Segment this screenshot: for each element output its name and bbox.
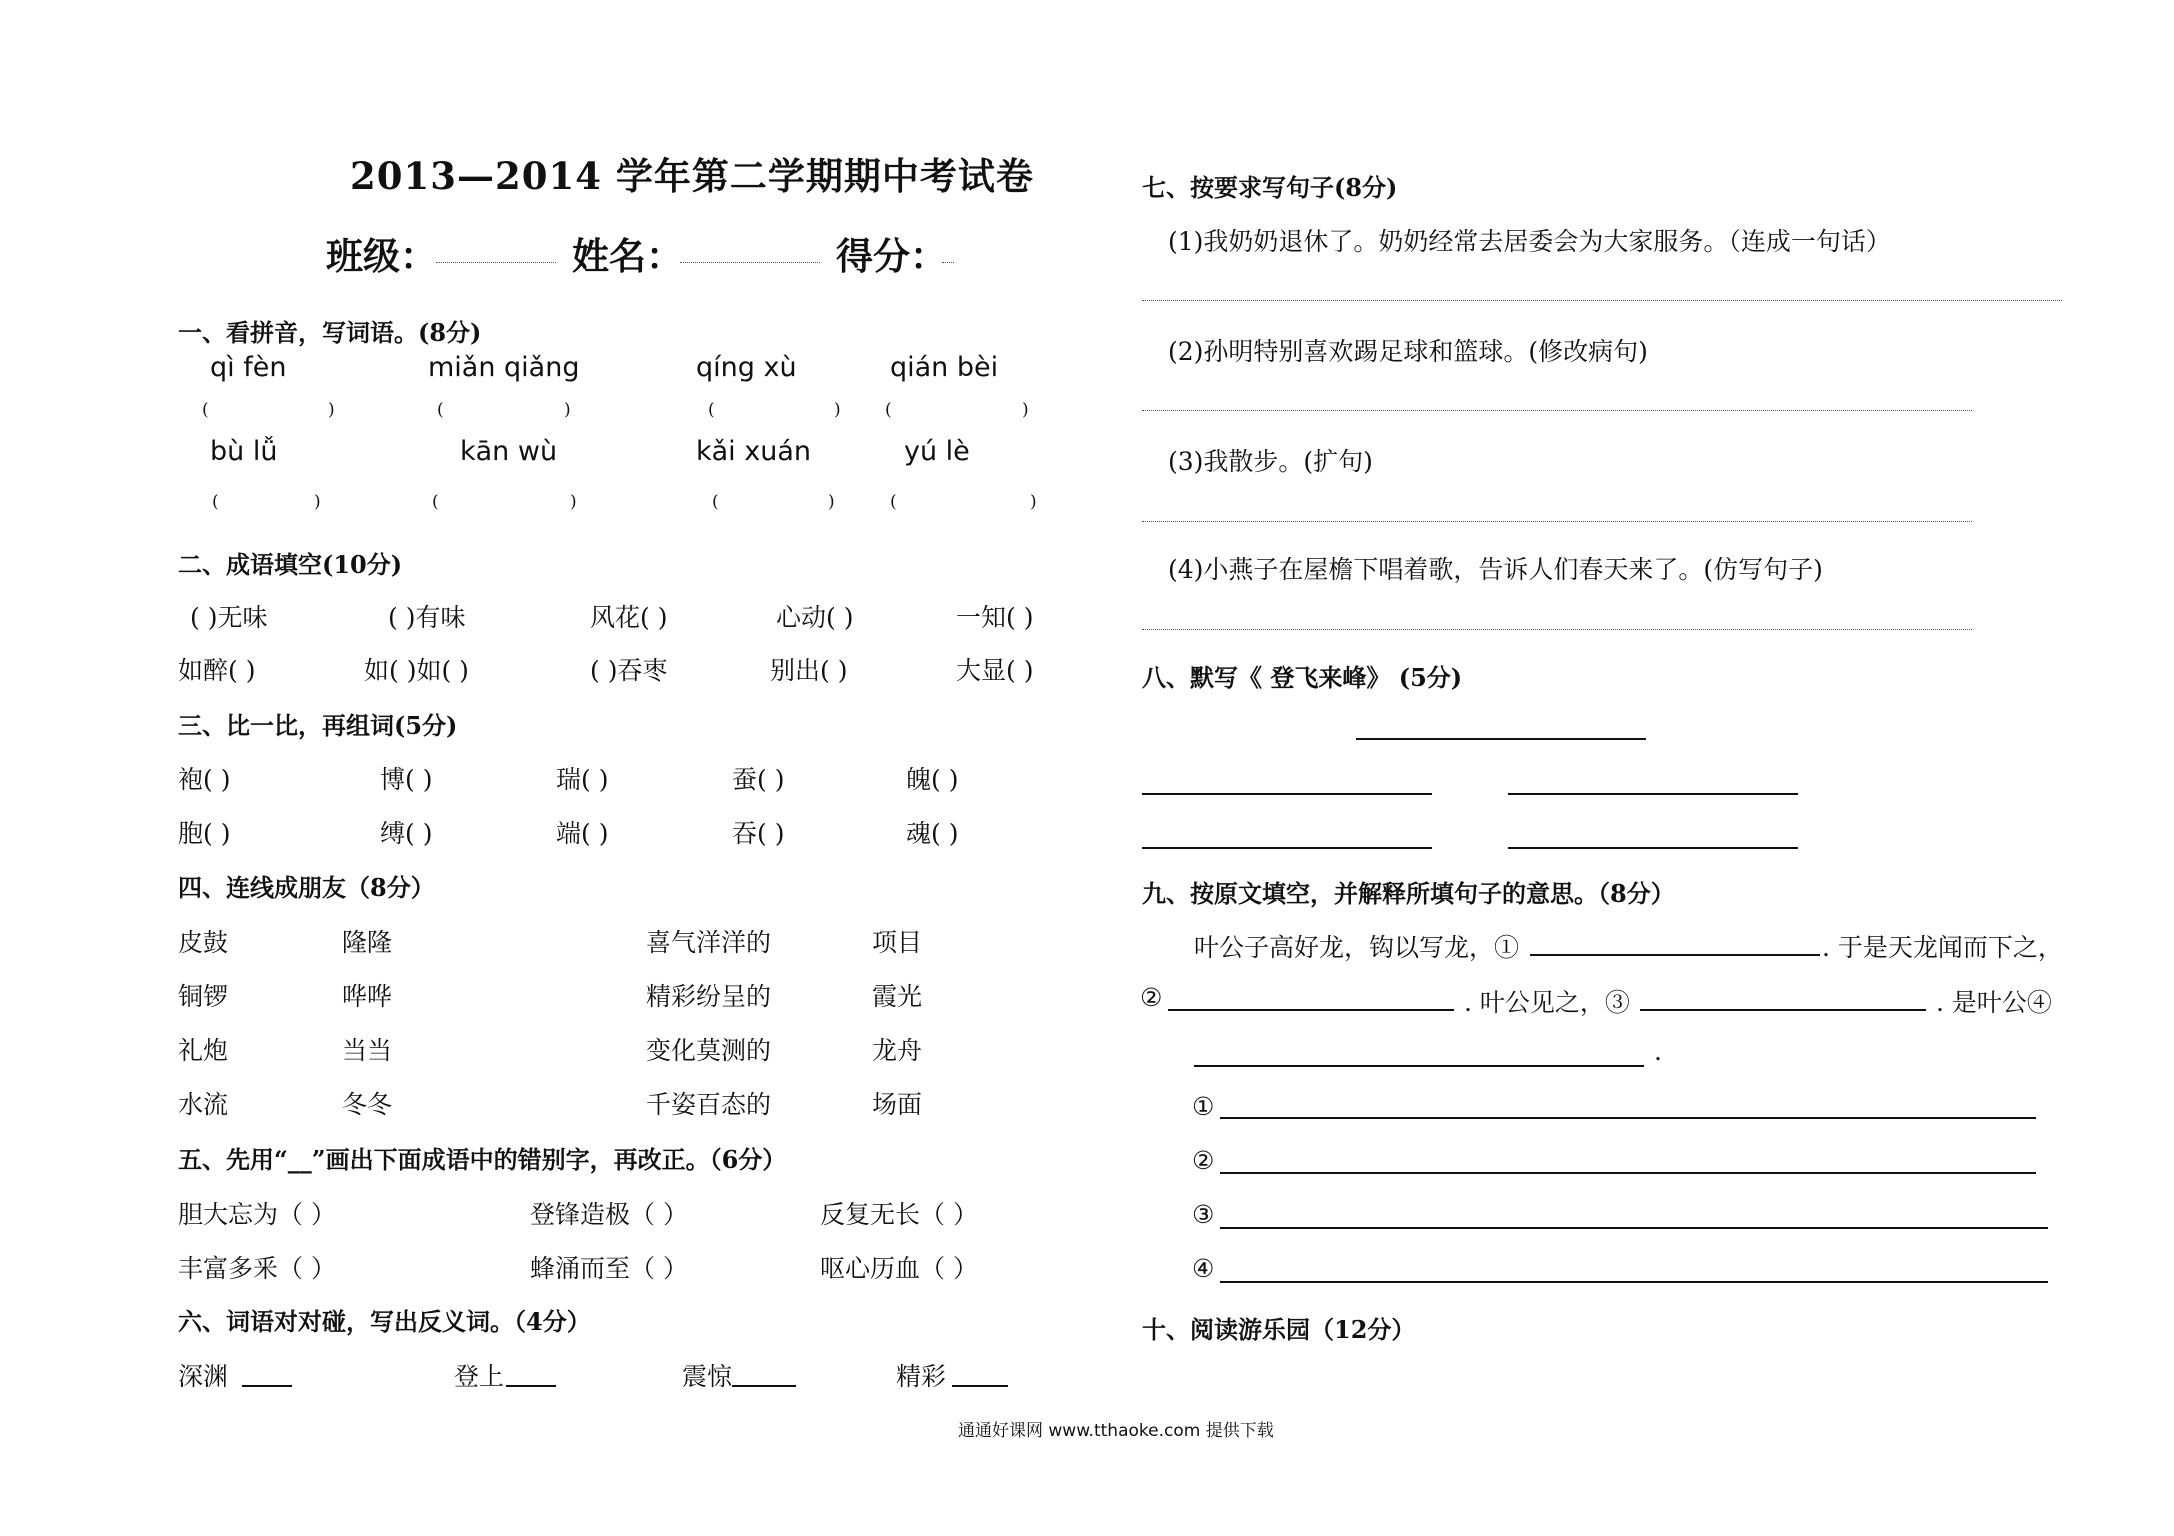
poem-title-line[interactable] [1356, 738, 1646, 740]
sentence-question: (1)我奶奶退休了。奶奶经常去居委会为大家服务。（连成一句话） [1168, 227, 1891, 256]
match-item: 龙舟 [872, 1036, 923, 1065]
antonym-item: 登上 [454, 1362, 505, 1391]
idiom-item: 一知( ) [956, 603, 1034, 632]
match-item: 哗哗 [342, 982, 393, 1011]
pinyin-item: kān wù [460, 436, 558, 467]
answer-paren-open: ( [890, 492, 897, 512]
compare-item: 魄( ) [906, 765, 959, 794]
sentence-question: (4)小燕子在屋檐下唱着歌，告诉人们春天来了。(仿写句子) [1168, 555, 1823, 584]
class-blank[interactable] [436, 262, 556, 263]
match-item: 礼炮 [178, 1036, 229, 1065]
answer-paren-close: ) [328, 400, 335, 420]
passage-text: . 于是天龙闻而下之， [1822, 933, 2063, 962]
match-item: 当当 [342, 1036, 393, 1065]
footer-text: 通通好课网 www.tthaoke.com 提供下载 [958, 1421, 1274, 1441]
idiom-item: ( )吞枣 [590, 656, 668, 685]
section9-heading: 九、按原文填空，并解释所填句子的意思。（8分） [1142, 879, 1675, 908]
match-item: 变化莫测的 [646, 1036, 772, 1065]
explain-line[interactable] [1220, 1117, 2036, 1119]
fill-blank-3[interactable] [1640, 1009, 1926, 1011]
typo-item: 登锋造极（ ） [530, 1200, 688, 1229]
answer-paren-open: ( [432, 492, 439, 512]
typo-item: 丰富多釆（ ） [178, 1254, 336, 1283]
name-blank[interactable] [680, 262, 820, 263]
answer-paren-close: ) [564, 400, 571, 420]
compare-item: 博( ) [380, 765, 433, 794]
idiom-item: 别出( ) [770, 656, 848, 685]
score-label: 得分： [836, 234, 947, 278]
class-label: 班级： [326, 234, 437, 278]
match-item: 皮鼓 [178, 928, 229, 957]
idiom-item: 大显( ) [956, 656, 1034, 685]
compare-item: 端( ) [556, 819, 609, 848]
match-item: 千姿百态的 [646, 1090, 772, 1119]
typo-item: 反复无长（ ） [820, 1200, 978, 1229]
antonym-item: 精彩 [896, 1362, 947, 1391]
section7-heading: 七、按要求写句子(8分) [1142, 173, 1398, 202]
answer-line[interactable] [1142, 300, 2062, 301]
section6-heading: 六、词语对对碰，写出反义词。（4分） [178, 1307, 591, 1336]
answer-paren-close: ) [314, 492, 321, 512]
idiom-item: 风花( ) [590, 603, 668, 632]
idiom-item: 心动( ) [776, 603, 854, 632]
compare-item: 瑞( ) [556, 765, 609, 794]
antonym-blank[interactable] [952, 1385, 1008, 1387]
typo-item: 胆大忘为（ ） [178, 1200, 336, 1229]
explain-number: ④ [1192, 1254, 1215, 1283]
passage-text: ② [1140, 983, 1163, 1012]
answer-paren-close: ) [828, 492, 835, 512]
pinyin-item: bù lǚ [210, 436, 278, 467]
compare-item: 吞( ) [732, 819, 785, 848]
pinyin-item: qíng xù [696, 352, 797, 383]
typo-item: 呕心历血（ ） [820, 1254, 978, 1283]
answer-paren-open: ( [712, 492, 719, 512]
section8-heading: 八、默写《 登飞来峰》 (5分) [1142, 663, 1463, 692]
explain-line[interactable] [1220, 1227, 2048, 1229]
answer-paren-close: ) [1030, 492, 1037, 512]
explain-number: ② [1192, 1146, 1215, 1175]
answer-line[interactable] [1142, 410, 1972, 411]
section1-heading: 一、看拼音，写词语。(8分) [178, 318, 482, 347]
section2-heading: 二、成语填空(10分) [178, 550, 403, 579]
idiom-item: 如( )如( ) [364, 656, 469, 685]
sentence-question: (3)我散步。(扩句) [1168, 447, 1373, 476]
poem-line[interactable] [1508, 847, 1798, 849]
pinyin-item: miǎn qiǎng [428, 352, 580, 383]
antonym-item: 震惊 [682, 1362, 733, 1391]
answer-paren-close: ) [1022, 400, 1029, 420]
fill-blank-1[interactable] [1530, 954, 1820, 956]
poem-line[interactable] [1142, 793, 1432, 795]
antonym-item: 深渊 [178, 1362, 229, 1391]
pinyin-item: yú lè [904, 436, 970, 467]
fill-blank-4[interactable] [1194, 1065, 1644, 1067]
score-blank[interactable] [942, 262, 954, 263]
answer-paren-open: ( [708, 400, 715, 420]
section5-heading: 五、先用“__”画出下面成语中的错别字，再改正。（6分） [178, 1145, 787, 1174]
answer-paren-open: ( [202, 400, 209, 420]
match-item: 精彩纷呈的 [646, 982, 772, 1011]
sentence-question: (2)孙明特别喜欢踢足球和篮球。(修改病句) [1168, 337, 1648, 366]
match-item: 场面 [872, 1090, 923, 1119]
section10-heading: 十、阅读游乐园（12分） [1142, 1315, 1416, 1344]
answer-paren-open: ( [437, 400, 444, 420]
idiom-item: 如醉( ) [178, 656, 256, 685]
compare-item: 缚( ) [380, 819, 433, 848]
antonym-blank[interactable] [242, 1385, 292, 1387]
fill-blank-2[interactable] [1168, 1009, 1454, 1011]
passage-text: 叶公子高好龙，钩以写龙，① [1194, 933, 1520, 962]
explain-number: ③ [1192, 1200, 1215, 1229]
poem-line[interactable] [1508, 793, 1798, 795]
compare-item: 蚕( ) [732, 765, 785, 794]
match-item: 霞光 [872, 982, 923, 1011]
match-item: 喜气洋洋的 [646, 928, 772, 957]
page-title: 2013—2014 学年第二学期期中考试卷 [350, 154, 1034, 198]
explain-line[interactable] [1220, 1281, 2048, 1283]
passage-text: . [1654, 1037, 1662, 1066]
compare-item: 袍( ) [178, 765, 231, 794]
answer-line[interactable] [1142, 629, 1972, 630]
name-label: 姓名： [572, 234, 683, 278]
pinyin-item: qì fèn [210, 352, 287, 383]
answer-paren-open: ( [885, 400, 892, 420]
passage-text: . 叶公见之，③ [1464, 988, 1630, 1017]
answer-line[interactable] [1142, 521, 1972, 522]
answer-paren-close: ) [570, 492, 577, 512]
idiom-item: ( )有味 [388, 603, 466, 632]
match-item: 冬冬 [342, 1090, 393, 1119]
idiom-item: ( )无味 [190, 603, 268, 632]
section4-heading: 四、连线成朋友（8分） [178, 873, 435, 902]
section3-heading: 三、比一比，再组词(5分) [178, 711, 458, 740]
match-item: 水流 [178, 1090, 229, 1119]
answer-paren-close: ) [834, 400, 841, 420]
antonym-blank[interactable] [732, 1385, 796, 1387]
antonym-blank[interactable] [506, 1385, 556, 1387]
match-item: 铜锣 [178, 982, 229, 1011]
compare-item: 胞( ) [178, 819, 231, 848]
pinyin-item: kǎi xuán [696, 436, 812, 467]
passage-text: . 是叶公④ [1936, 988, 2052, 1017]
poem-line[interactable] [1142, 847, 1432, 849]
match-item: 隆隆 [342, 928, 393, 957]
typo-item: 蜂涌而至（ ） [530, 1254, 688, 1283]
explain-number: ① [1192, 1092, 1215, 1121]
compare-item: 魂( ) [906, 819, 959, 848]
pinyin-item: qián bèi [890, 352, 999, 383]
answer-paren-open: ( [212, 492, 219, 512]
match-item: 项目 [872, 928, 923, 957]
explain-line[interactable] [1220, 1172, 2036, 1174]
